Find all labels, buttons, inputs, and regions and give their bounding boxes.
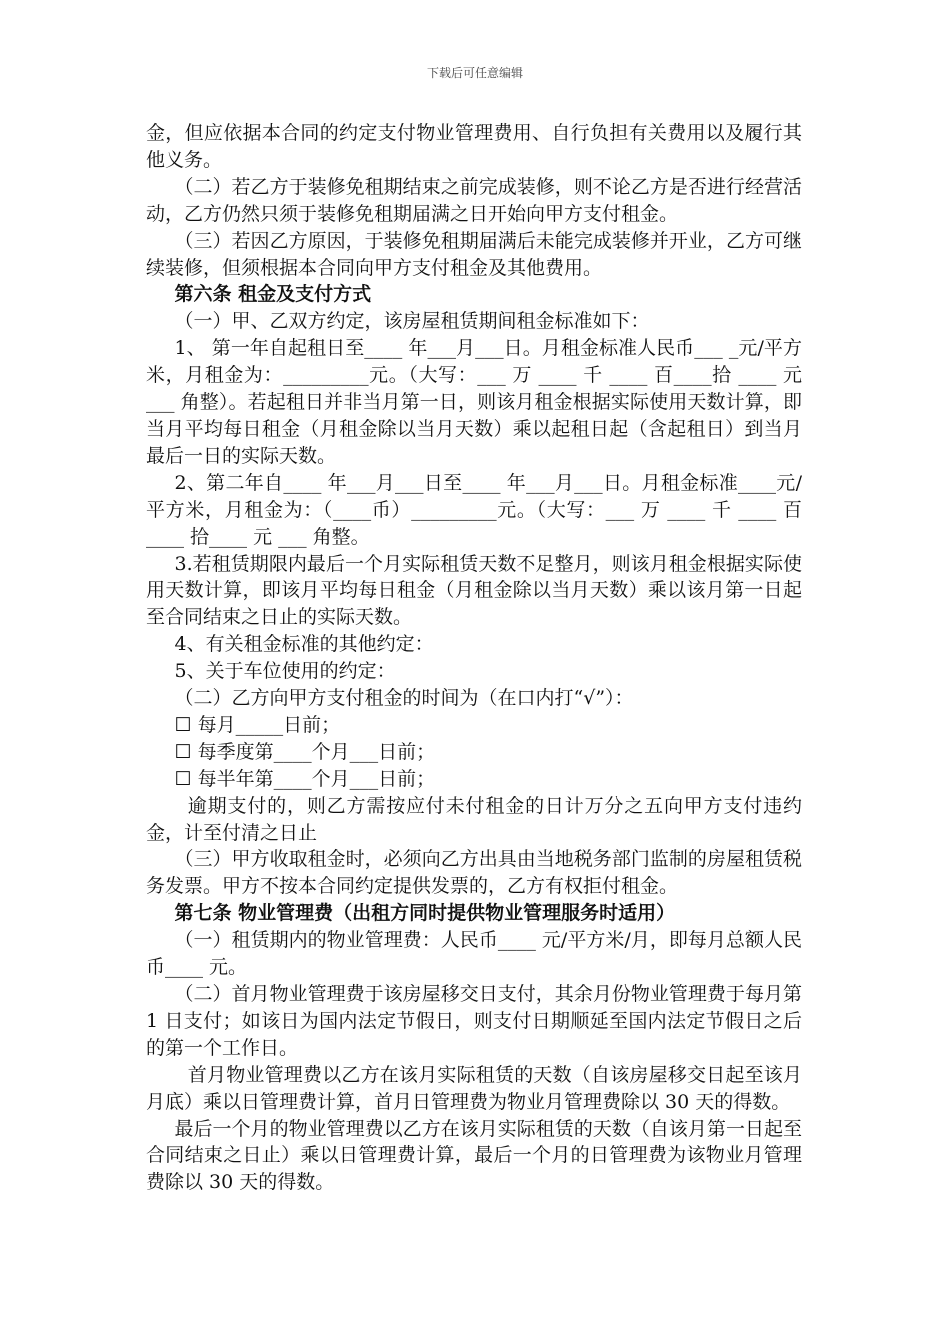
- checkbox-option-quarterly[interactable]: ☐ 每季度第____个月___日前；: [174, 740, 436, 763]
- paragraph-rent-year-2: 2、第二年自____ 年___月___日至____ 年___月___日。月租金标准____元/平方米，月租金为：（____币）_________元。（大写：___ 万 ____ 千 ____ 百 ____ 拾____ 元 ___ 角整。: [146, 471, 802, 548]
- paragraph-clause-6-1: （一）甲、乙双方约定，该房屋租赁期间租金标准如下：: [174, 310, 650, 333]
- paragraph-rent-last-month: 3.若租赁期限内最后一个月实际租赁天数不足整月，则该月租金根据实际使用天数计算，即该月平均每日租金（月租金除以当月天数）乘以该月第一日起至合同结束之日止的实际天数。: [146, 552, 802, 629]
- paragraph-clause-7-2: （二）首月物业管理费于该房屋移交日支付，其余月份物业管理费于每月第 1 日支付；如该日为国内法定节假日，则支付日期顺延至国内法定节假日之后的第一个工作日。: [146, 983, 802, 1059]
- paragraph-rent-year-1: 1、 第一年自起租日至____ 年___月___日。月租金标准人民币___ _元/平方米，月租金为：_________元。（大写：___ 万 ____ 千 ____ 百____拾 ____ 元___ 角整）。若起租日并非当月第一日，则该月租金根据实际使用天数计算，即当月平均每日租金（月租金除以当月天数）乘以起租日起（含起租日）到当月最后一日的实际天数。: [146, 337, 802, 467]
- paragraph-continuation: 金，但应依据本合同的约定支付物业管理费用、自行负担有关费用以及履行其他义务。: [146, 122, 802, 171]
- paragraph-clause-7-1: （一）租赁期内的物业管理费：人民币____ 元/平方米/月，即每月总额人民币____ 元。: [146, 929, 802, 979]
- document-body: [146, 120, 802, 1196]
- paragraph-late-payment: 逾期支付的，则乙方需按应付未付租金的日计万分之五向甲方支付违约金，计至付清之日止: [146, 794, 802, 844]
- paragraph-last-month-fee: 最后一个月的物业管理费以乙方在该月实际租赁的天数（自该月第一日起至合同结束之日止）乘以日管理费计算，最后一个月的日管理费为该物业月管理费除以 30 天的得数。: [146, 1117, 802, 1194]
- paragraph-parking: 5、关于车位使用的约定：: [174, 660, 396, 683]
- page-header: 下载后可任意编辑: [426, 66, 523, 80]
- paragraph-clause-5-3: （三）若因乙方原因，于装修免租期届满后未能完成装修并开业，乙方可继续装修，但须根据本合同向甲方支付租金及其他费用。: [146, 229, 802, 279]
- paragraph-rent-other: 4、有关租金标准的其他约定：: [174, 633, 434, 656]
- article-6-heading: 第六条 租金及支付方式: [174, 283, 372, 306]
- article-7-heading: 第七条 物业管理费（出租方同时提供物业管理服务时适用）: [174, 902, 676, 925]
- checkbox-option-monthly[interactable]: ☐ 每月_____日前；: [174, 713, 341, 736]
- paragraph-first-month-fee: 首月物业管理费以乙方在该月实际租赁的天数（自该房屋移交日起至该月月底）乘以日管理费计算，首月日管理费为物业月管理费除以 30 天的得数。: [146, 1063, 802, 1113]
- paragraph-clause-5-2: （二）若乙方于装修免租期结束之前完成装修，则不论乙方是否进行经营活动，乙方仍然只须于装修免租期届满之日开始向甲方支付租金。: [146, 175, 802, 225]
- checkbox-option-semiannual[interactable]: ☐ 每半年第____个月___日前；: [174, 767, 436, 790]
- paragraph-clause-6-3: （三）甲方收取租金时，必须向乙方出具由当地税务部门监制的房屋租赁税务发票。甲方不按本合同约定提供发票的，乙方有权拒付租金。: [146, 848, 802, 898]
- paragraph-clause-6-2: （二）乙方向甲方支付租金的时间为（在口内打“√”）：: [174, 687, 634, 710]
